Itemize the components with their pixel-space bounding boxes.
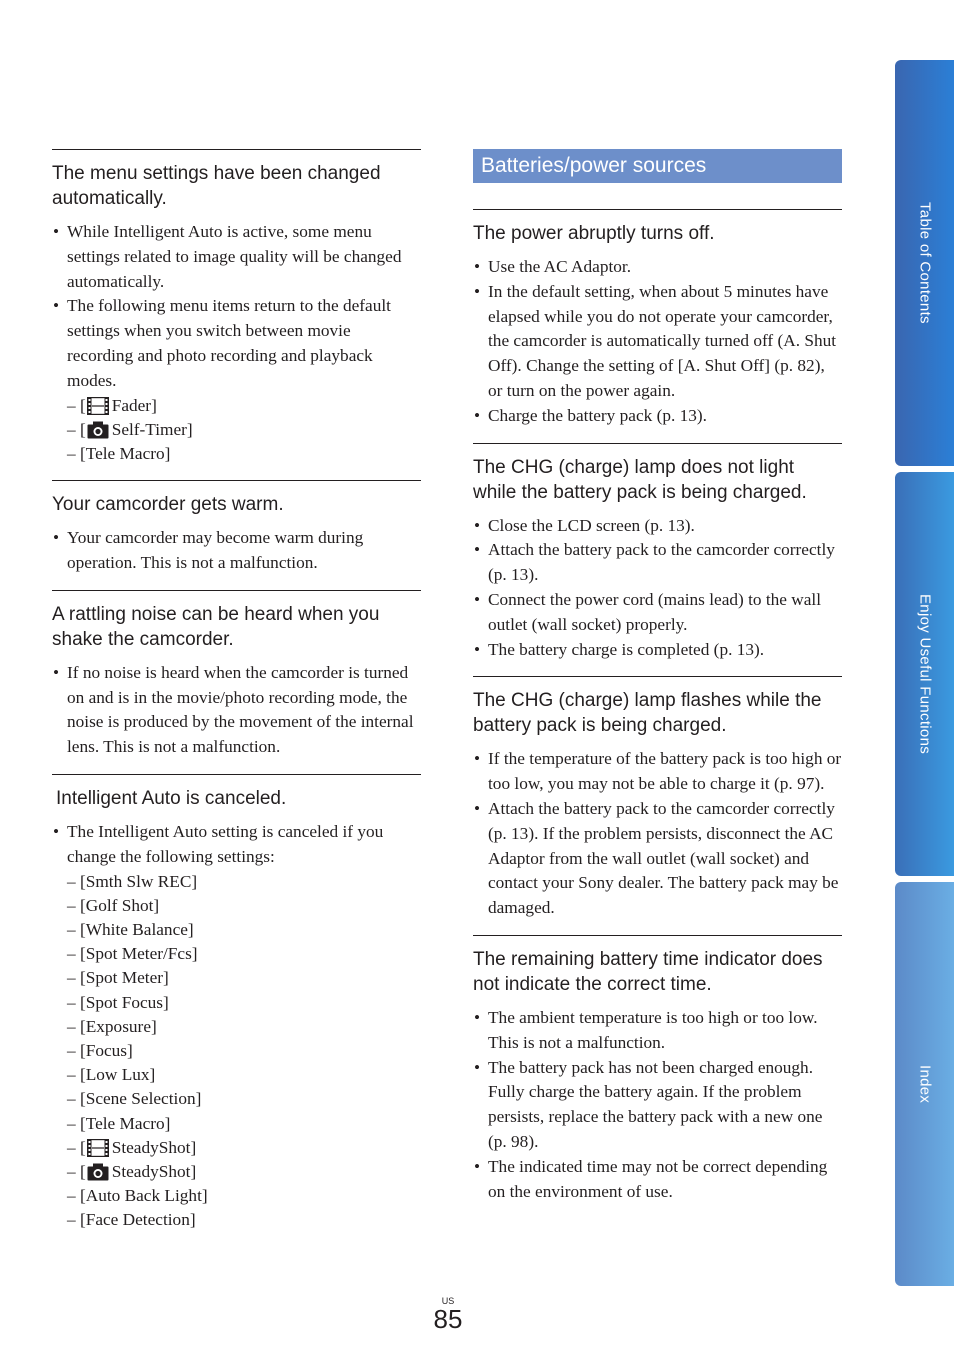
section-chg-lamp-not-lit — [473, 443, 842, 663]
sub-item: – [Auto Back Light] — [67, 1186, 208, 1206]
left-column — [52, 149, 421, 1247]
sub-list — [67, 870, 421, 1233]
sub-item: – [Scene Selection] — [67, 1089, 202, 1109]
bullet-list — [52, 820, 421, 1233]
section-heading: The menu settings have been changed automatically. — [52, 163, 381, 209]
bullet-list — [52, 661, 421, 760]
sub-item: – [Golf Shot] — [67, 895, 160, 915]
sub-item-photo-steadyshot: – [ SteadyShot] — [67, 1162, 197, 1181]
section-heading: Your camcorder gets warm. — [52, 494, 284, 516]
section-battery-indicator — [473, 935, 842, 1204]
list-item-text: The Intelligent Auto setting is canceled if you change the following settings: — [67, 821, 384, 866]
sub-item: – [Spot Meter] — [67, 968, 169, 988]
list-item: • While Intelligent Auto is active, some menu settings related to image quality will be changed automatically. — [52, 220, 421, 294]
bullet-list — [52, 526, 421, 576]
sub-item: – [White Balance] — [67, 919, 194, 939]
list-item — [52, 294, 421, 466]
section-heading: The power abruptly turns off. — [473, 223, 715, 244]
list-item: • In the default setting, when about 5 minutes have elapsed while you do not operate your camcorder, the camcorder is automatically turned off (A. Shut Off). Change the setting of [A. Shut Off] (p. 82), or turn on the power again. — [473, 280, 842, 404]
section-heading: The CHG (charge) lamp flashes while the battery pack is being charged. — [473, 690, 822, 737]
list-item: • The battery charge is completed (p. 13). — [473, 638, 842, 663]
bullet-list — [473, 255, 842, 429]
section-camcorder-warm — [52, 480, 421, 576]
list-item: • Connect the power cord (mains lead) to the wall outlet (wall socket) properly. — [473, 588, 842, 638]
tab-table-of-contents[interactable] — [895, 60, 954, 466]
tab-label: Table of Contents — [916, 202, 934, 324]
sub-item-tele-macro: – [Tele Macro] — [67, 443, 171, 463]
tab-label: Index — [916, 1064, 934, 1104]
list-item: • The ambient temperature is too high or too low. This is not a malfunction. — [473, 1006, 842, 1056]
sub-list — [67, 394, 421, 467]
tab-index[interactable] — [895, 882, 954, 1286]
section-menu-settings — [52, 149, 421, 466]
film-strip-icon — [87, 397, 109, 415]
bullet-list — [473, 747, 842, 921]
list-item: • The battery pack has not been charged enough. Fully charge the battery again. If the problem persists, replace the battery pack with a new one (p. 98). — [473, 1056, 842, 1155]
section-rattling-noise — [52, 590, 421, 760]
list-item — [52, 820, 421, 1233]
sub-item: – [Smth Slw REC] — [67, 871, 198, 891]
sub-item: – [Low Lux] — [67, 1065, 156, 1085]
sub-item-self-timer: – [ Self-Timer] — [67, 419, 193, 439]
list-item: • Close the LCD screen (p. 13). — [473, 514, 842, 539]
list-item: • Charge the battery pack (p. 13). — [473, 404, 842, 429]
sub-item: – [Face Detection] — [67, 1210, 196, 1230]
section-heading: The remaining battery time indicator does not indicate the correct time. — [473, 948, 823, 995]
section-heading: A rattling noise can be heard when you shake the camcorder. — [52, 603, 380, 650]
list-item: • If no noise is heard when the camcorder is turned on and is in the movie/photo recording mode, the noise is produced by the movement of the internal lens. This is not a malfunction. — [52, 661, 421, 760]
sub-item: – [Spot Focus] — [67, 992, 169, 1012]
tab-enjoy-useful-functions[interactable] — [895, 472, 954, 876]
list-item: • Use the AC Adaptor. — [473, 255, 842, 280]
section-banner: Batteries/power sources — [473, 149, 842, 183]
list-item: • The indicated time may not be correct depending on the environment of use. — [473, 1155, 842, 1205]
section-heading: Intelligent Auto is canceled. — [56, 787, 287, 809]
page-number-value: 85 — [433, 1304, 463, 1334]
list-item: • Your camcorder may become warm during operation. This is not a malfunction. — [52, 526, 421, 576]
list-item: • Attach the battery pack to the camcorder correctly (p. 13). If the problem persists, disconnect the AC Adaptor from the wall outlet (wall socket) and contact your Sony dealer. The battery pack may be damaged. — [473, 797, 842, 921]
sub-item: – [Exposure] — [67, 1016, 157, 1036]
list-item: • Attach the battery pack to the camcorder correctly (p. 13). — [473, 538, 842, 588]
sub-item: – [Spot Meter/Fcs] — [67, 944, 198, 964]
section-heading: The CHG (charge) lamp does not light while the battery pack is being charged. — [473, 456, 807, 503]
sub-item-movie-steadyshot: – [ SteadyShot] — [67, 1137, 197, 1157]
sub-item: – [Tele Macro] — [67, 1113, 171, 1133]
tab-label: Enjoy Useful Functions — [916, 593, 934, 754]
camera-icon — [87, 421, 109, 439]
bullet-list — [473, 1006, 842, 1204]
bullet-list — [52, 220, 421, 466]
region-code: US — [441, 1296, 455, 1306]
sub-item: – [Focus] — [67, 1040, 133, 1060]
film-strip-icon — [87, 1139, 109, 1157]
list-item: • If the temperature of the battery pack is too high or too low, you may not be able to charge it (p. 97). — [473, 747, 842, 797]
right-column — [473, 149, 842, 1218]
camera-icon — [87, 1163, 109, 1181]
sub-item-fader: – [ Fader] — [67, 395, 157, 415]
bullet-list — [473, 514, 842, 663]
section-power-turns-off — [473, 209, 842, 429]
page-number — [433, 1296, 463, 1332]
list-item-text: The following menu items return to the default settings when you switch between movie recording and photo recording and playback modes. — [67, 296, 391, 390]
section-chg-lamp-flashes — [473, 676, 842, 921]
sidebar-nav — [895, 60, 954, 1292]
section-intelligent-auto-canceled — [52, 774, 421, 1233]
